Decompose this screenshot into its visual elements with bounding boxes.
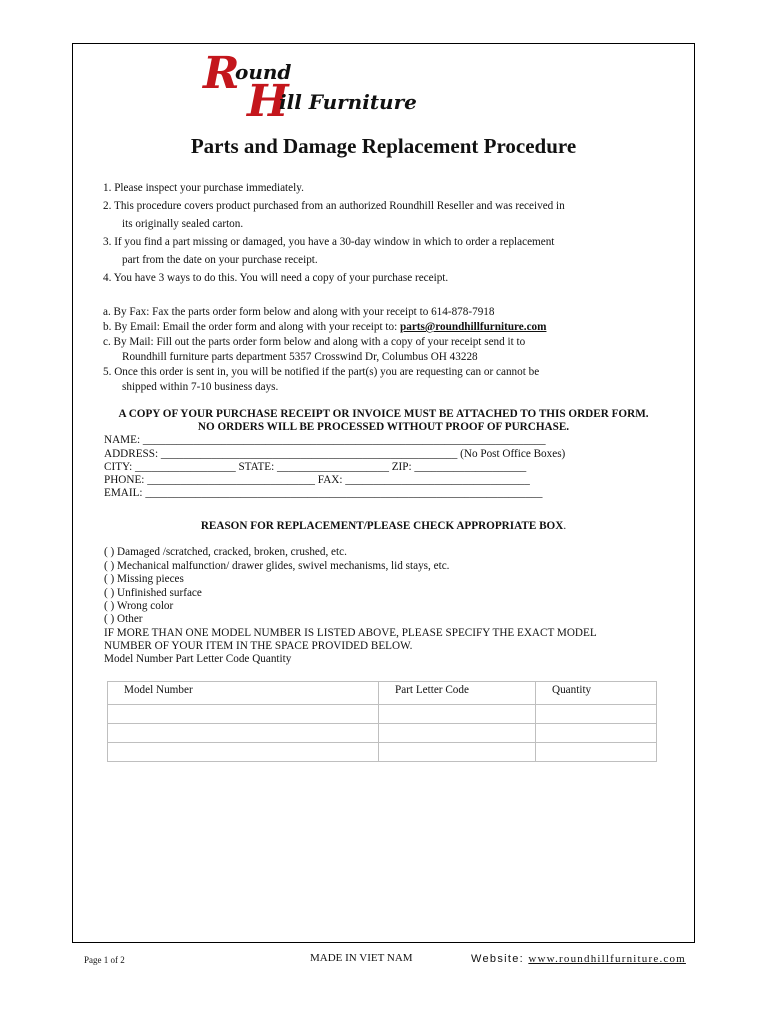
- city-state-zip-field[interactable]: CITY: __________________ STATE: ____________________ ZIP: ____________________: [104, 461, 527, 473]
- step-5: 5. Once this order is sent in, you will be notified if the part(s) you are requesting can or cannot be: [103, 366, 540, 378]
- logo-text-round: ound: [235, 60, 292, 84]
- table-header-row: [108, 682, 657, 705]
- notice-line-2: NO ORDERS WILL BE PROCESSED WITHOUT PROOF OF PURCHASE.: [197, 421, 570, 433]
- step-1: 1. Please inspect your purchase immediately.: [103, 182, 304, 194]
- name-field[interactable]: NAME: ________________________________________________________________________: [104, 434, 546, 446]
- model-number-cell[interactable]: [108, 724, 379, 743]
- address-field[interactable]: ADDRESS: _____________________________________________________ (No Post Office Boxes): [104, 448, 566, 460]
- quantity-cell[interactable]: [536, 743, 657, 762]
- website-line: [471, 953, 686, 965]
- reason-option-damaged[interactable]: ( ) Damaged /scratched, cracked, broken, crushed, etc.: [104, 546, 347, 558]
- method-email: [103, 320, 546, 334]
- phone-fax-field[interactable]: PHONE: ______________________________ FAX: _________________________________: [104, 474, 530, 486]
- header-model-number: Model Number: [108, 682, 379, 705]
- step-3: 3. If you find a part missing or damaged, you have a 30-day window in which to order a replacement: [103, 236, 555, 248]
- email-field[interactable]: EMAIL: _______________________________________________________________________: [104, 487, 543, 499]
- website-label: Website:: [471, 953, 529, 965]
- header-quantity: Quantity: [536, 682, 657, 705]
- step-2-continued: its originally sealed carton.: [122, 218, 244, 230]
- reason-option-unfinished[interactable]: ( ) Unfinished surface: [104, 587, 202, 599]
- part-letter-code-cell[interactable]: [379, 724, 536, 743]
- header-part-letter-code: Part Letter Code: [379, 682, 536, 705]
- part-letter-code-cell[interactable]: [379, 743, 536, 762]
- model-number-cell[interactable]: [108, 743, 379, 762]
- method-mail: c. By Mail: Fill out the parts order form below and along with a copy of your receipt send it to: [103, 336, 526, 348]
- logo-initial-h: H: [247, 76, 289, 127]
- page-number: Page 1 of 2: [84, 955, 125, 965]
- step-3-continued: part from the date on your purchase receipt.: [122, 254, 318, 266]
- made-in-label: MADE IN VIET NAM: [310, 952, 413, 964]
- quantity-cell[interactable]: [536, 705, 657, 724]
- method-mail-address: Roundhill furniture parts department 5357 Crosswind Dr, Columbus OH 43228: [122, 351, 478, 363]
- email-link[interactable]: parts@roundhillfurniture.com: [400, 321, 547, 333]
- table-row: [108, 724, 657, 743]
- part-letter-code-cell[interactable]: [379, 705, 536, 724]
- step-2: 2. This procedure covers product purchased from an authorized Roundhill Reseller and was received in: [103, 200, 565, 212]
- reason-heading-period: .: [563, 520, 567, 532]
- website-link[interactable]: www.roundhillfurniture.com: [528, 953, 686, 965]
- logo-initial-r: R: [203, 48, 240, 99]
- table-row: [108, 705, 657, 724]
- reason-option-missing[interactable]: ( ) Missing pieces: [104, 573, 184, 585]
- page-title: Parts and Damage Replacement Procedure: [190, 134, 577, 158]
- reason-heading: [72, 519, 695, 533]
- model-note-line-1: IF MORE THAN ONE MODEL NUMBER IS LISTED ABOVE, PLEASE SPECIFY THE EXACT MODEL: [104, 627, 597, 639]
- logo-text-hill-furniture: ill Furniture: [279, 90, 417, 114]
- notice-line-1: A COPY OF YOUR PURCHASE RECEIPT OR INVOICE MUST BE ATTACHED TO THIS ORDER FORM.: [118, 408, 649, 420]
- reason-option-wrong-color[interactable]: ( ) Wrong color: [104, 600, 174, 612]
- reason-option-other[interactable]: ( ) Other: [104, 613, 143, 625]
- model-note-line-2: NUMBER OF YOUR ITEM IN THE SPACE PROVIDED BELOW.: [104, 640, 413, 652]
- method-fax: a. By Fax: Fax the parts order form below and along with your receipt to 614-878-7918: [103, 306, 495, 318]
- method-email-text: b. By Email: Email the order form and along with your receipt to:: [103, 321, 401, 333]
- model-note-line-3: Model Number Part Letter Code Quantity: [104, 653, 292, 665]
- parts-table: [107, 681, 657, 762]
- quantity-cell[interactable]: [536, 724, 657, 743]
- reason-option-mechanical[interactable]: ( ) Mechanical malfunction/ drawer glides, swivel mechanisms, lid stays, etc.: [104, 560, 450, 572]
- step-5-continued: shipped within 7-10 business days.: [122, 381, 279, 393]
- roundhill-logo: [203, 48, 473, 127]
- table-row: [108, 743, 657, 762]
- reason-heading-text: REASON FOR REPLACEMENT/PLEASE CHECK APPROPRIATE BOX: [200, 520, 564, 532]
- step-4: 4. You have 3 ways to do this. You will need a copy of your purchase receipt.: [103, 272, 449, 284]
- model-number-cell[interactable]: [108, 705, 379, 724]
